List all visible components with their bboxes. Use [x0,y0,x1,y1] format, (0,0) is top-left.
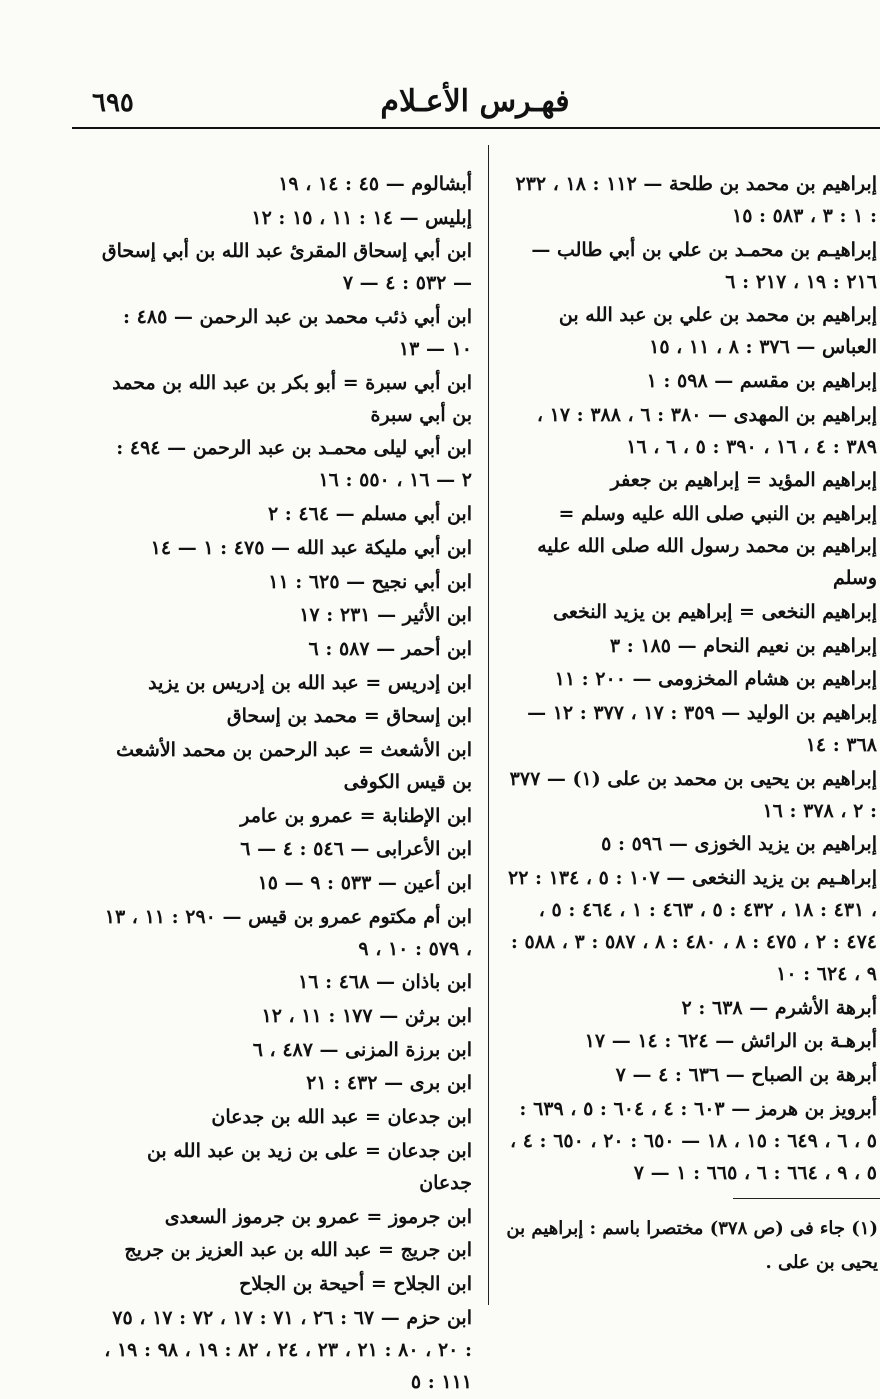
index-entry: ابن أبي مليكة عبد الله — ٤٧٥ : ١ — ١٤ [150,536,472,559]
index-entry: إبراهيم بن النبي صلى الله عليه وسلم = إبراهيم بن محمد رسول الله صلى الله عليه وسلم [537,503,877,590]
index-entry: ابن الأثير — ٢٣١ : ١٧ [299,604,472,627]
index-entry: أبرهـة بن الرائش — ٦٢٤ : ١٤ — ١٧ [584,1030,877,1053]
index-entry: ابن أبي مسلم — ٤٦٤ : ٢ [267,503,472,526]
index-entry: ابن أبي إسحاق المقرئ عبد الله بن أبي إسحاق — ٥٣٢ : ٤ — ٧ [101,240,472,295]
index-entry: أبرويز بن هرمز — ٦٠٣ : ٤ ، ٦٠٤ : ٥ ، ٦٣٩ : ٥ ، ٦ ، ٦٤٩ : ١٥ ، ١٨ — ٦٥٠ : ٢٠ ، ٦٥٠ : ٤ ، ٥ ، ٩ ، ٦٦٤ : ٦ ، ٦٦٥ : ١ — ٧ [509,1097,877,1184]
index-entry: أبشالوم — ٤٥ : ١٤ ، ١٩ [278,173,472,195]
index-entry: ابن جرموز = عمرو بن جرموز السعدى [164,1205,472,1228]
index-entry: إبراهيم المؤيد = إبراهيم بن جعفر [610,469,877,492]
index-entry: ابن باذان — ٤٦٨ : ١٦ [298,971,472,994]
index-entry: ابن الأعرابى — ٥٤٦ : ٤ — ٦ [240,838,472,861]
header-rule [72,127,880,129]
index-entry: ابن أبي سبرة = أبو بكر بن عبد الله بن محمد بن أبي سبرة [112,371,472,426]
footnote-rule [733,1198,880,1199]
index-entry: إبراهيم النخعى = إبراهيم بن يزيد النخعى [553,600,877,623]
index-entry: إبراهيم بن المهدى — ٣٨٠ : ٦ ، ٣٨٨ : ١٧ ، ٣٨٩ : ٤ ، ١٦ ، ٣٩٠ : ٥ ، ٦ ، ١٦ [536,403,877,458]
index-entry: ابن أم مكتوم عمرو بن قيس — ٢٩٠ : ١١ ، ١٣ ، ٥٧٩ : ١٠ ، ٩ [104,905,472,960]
page-number: ٦٩٥ [92,88,134,118]
index-entry: أبرهة الأشرم — ٦٣٨ : ٢ [681,996,877,1019]
index-entry: ابن جدعان = عبد الله بن جدعان [211,1106,472,1129]
column-divider [488,145,489,1305]
index-entry: إبليس — ١٤ : ١١ ، ١٥ : ١٢ [251,206,472,229]
index-entry: ابن برزة المزنى — ٤٨٧ ، ٦ [252,1038,472,1061]
index-entry: ابن جريج = عبد الله بن عبد العزيز بن جريج [124,1239,472,1262]
index-entry: إبراهيم بن محمد بن علي بن عبد الله بن العباس — ٣٧٦ : ٨ ، ١١ ، ١٥ [558,304,877,359]
index-entry: ابن أحمر — ٥٨٧ : ٦ [308,637,472,660]
index-column-left [100,168,472,1399]
index-entry: إبراهيم بن الوليد — ٣٥٩ : ١٧ ، ٣٧٧ : ١٢ — ٣٦٨ : ١٤ [527,701,877,756]
page-header [70,78,880,126]
index-entry: ابن حزم — ٦٧ : ٢٦ ، ٧١ : ١٧ ، ٧٢ : ١٧ ، ٧٥ : ٢٠ ، ٨٠ : ٢١ ، ٢٣ ، ٢٤ ، ٨٢ : ١٩ ، ٩٨ : ١٩ ، ١١١ : ٥ [104,1306,472,1393]
index-entry: إبراهيم بن نعيم النحام — ١٨٥ : ٣ [609,634,877,657]
index-entry: ابن الجلاح = أحيحة بن الجلاح [239,1272,472,1295]
index-entry: إبراهيم بن هشام المخزومى — ٢٠٠ : ١١ [554,668,877,691]
index-entry: إبراهيم بن يحيى بن محمد بن على (١) — ٣٧٧ : ٢ ، ٣٧٨ : ١٦ [509,767,877,822]
index-entry: إبراهيم بن محمد بن طلحة — ١١٢ : ١٨ ، ٢٣٢ : ١ : ٣ ، ٥٨٣ : ١٥ [515,173,877,227]
index-entry: ابن أبي ليلى محمـد بن عبد الرحمن — ٤٩٤ : ٢ — ١٦ ، ٥٥٠ : ١٦ [116,437,472,492]
index-entry: إبراهـيم بن يزيد النخعى — ١٠٧ : ٥ ، ١٣٤ : ٢٢ ، ٤٣١ : ١٨ ، ٤٣٢ : ٥ ، ٤٦٣ : ١ ، ٤٦٤ : ٥ ، ٤٧٤ : ٢ ، ٤٧٥ : ٨ ، ٤٨٠ : ٨ ، ٥٨٧ : ٣ ، ٥٨٨ : ٩ ، ٦٢٤ : ١٠ [508,866,877,985]
index-entry: ابن أعين — ٥٣٣ : ٩ — ١٥ [257,872,472,894]
footnote: (١) جاء فى (ص ٣٧٨) مختصرا باسم : إبراهيم بن يحيى بن على . [506,1218,878,1273]
index-entry: ابن برى — ٤٣٢ : ٢١ [306,1072,472,1095]
index-entry: ابن برثن — ١٧٧ : ١١ ، ١٢ [261,1005,472,1028]
index-entry: ابن الأشعث = عبد الرحمن بن محمد الأشعث بن قيس الكوفى [116,738,472,793]
index-entry: ابن الإطنابة = عمرو بن عامر [240,804,472,827]
index-entry: إبراهيم بن مقسم — ٥٩٨ : ١ [646,370,877,393]
index-entry: إبراهيـم بن محمـد بن علي بن أبي طالب — ٢١٦ : ١٩ ، ٢١٧ : ٦ [531,238,877,293]
index-entry: ابن جدعان = على بن زيد بن عبد الله بن جدعان [146,1139,472,1194]
page-title: فهـرس الأعـلام [380,84,570,119]
index-entry: ابن إسحاق = محمد بن إسحاق [226,705,472,728]
index-entry: ابن إدريس = عبد الله بن إدريس بن يزيد [148,671,472,694]
index-entry: أبرهة بن الصباح — ٦٣٦ : ٤ — ٧ [615,1064,877,1086]
index-entry: ابن أبي ذئب محمد بن عبد الرحمن — ٤٨٥ : ١٠ — ١٣ [123,306,472,361]
index-entry: ابن أبي نجيح — ٦٢٥ : ١١ [268,570,472,593]
index-entry: إبراهيم بن يزيد الخوزى — ٥٩٦ : ٥ [601,833,877,856]
index-column-right [505,168,877,1190]
